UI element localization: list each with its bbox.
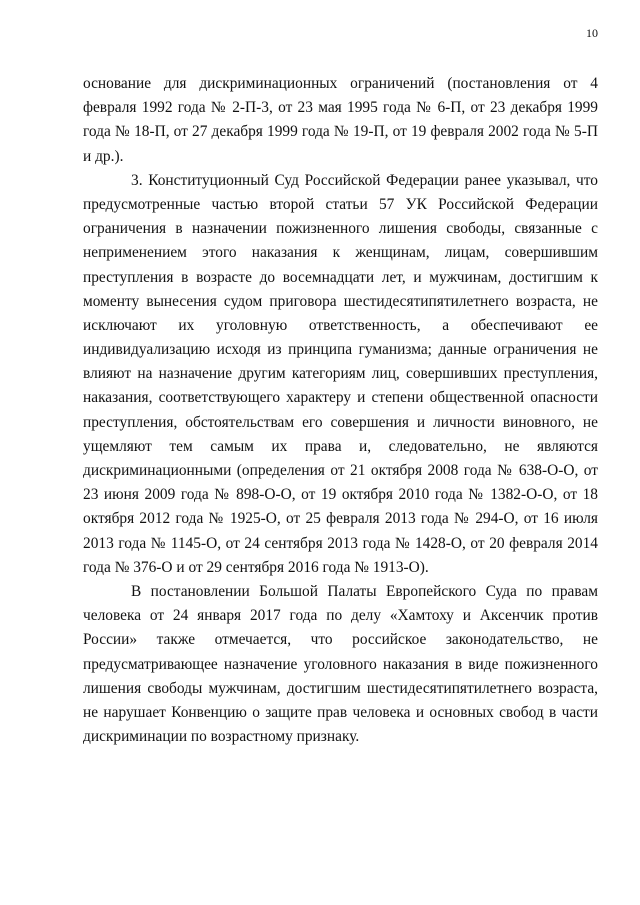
text-line: индивидуализацию исходя из принципа гуманизма; данные ограничения не [83, 341, 598, 359]
text-line: предусматривающее назначение уголовного наказания в виде пожизненного [83, 655, 598, 673]
text-line: и др.). [83, 147, 124, 165]
document-body [83, 72, 598, 749]
text-line: 3. Конституционный Суд Российской Федерации ранее указывал, что [131, 171, 598, 189]
text-line: наказания, соответствующего характеру и степени общественной опасности [83, 389, 598, 407]
text-line: 2013 года № 1145-О, от 24 сентября 2013 года № 1428-О, от 20 февраля 2014 [83, 534, 598, 552]
text-line: В постановлении Большой Палаты Европейского Суда по правам [131, 582, 598, 600]
text-line: неприменением этого наказания к женщинам, лицам, совершившим [83, 244, 598, 262]
text-line: предусмотренные частью второй статьи 57 УК Российской Федерации [83, 195, 598, 213]
text-line: исключают их уголовную ответственность, а обеспечивают ее [83, 316, 598, 334]
paragraph [83, 580, 598, 749]
text-line: года № 18-П, от 27 декабря 1999 года № 19-П, от 19 февраля 2002 года № 5-П [83, 123, 598, 141]
text-line: России» также отмечается, что российское законодательство, не [83, 631, 598, 649]
text-line: моменту вынесения судом приговора шестидесятипятилетнего возраста, не [83, 292, 598, 310]
text-line: преступления, обстоятельствам его совершения и личности виновного, не [83, 413, 598, 431]
paragraph [83, 169, 598, 580]
text-line: ущемляют тем самым их права и, следовательно, не являются [83, 437, 598, 455]
text-line: основание для дискриминационных ограничений (постановления от 4 [83, 75, 598, 92]
text-line: года № 376-О и от 29 сентября 2016 года № 1913-О). [83, 558, 429, 576]
text-line: ограничения в назначении пожизненного лишения свободы, связанные с [83, 220, 598, 238]
paragraph [83, 72, 598, 169]
text-line: октября 2012 года № 1925-О, от 25 февраля 2013 года № 294-О, от 16 июля [83, 510, 598, 528]
text-line: человека от 24 января 2017 года по делу «Хамтоху и Аксенчик против [83, 607, 598, 625]
text-line: февраля 1992 года № 2-П-3, от 23 мая 1995 года № 6-П, от 23 декабря 1999 [83, 99, 598, 117]
text-line: дискриминации по возрастному признаку. [83, 728, 360, 746]
text-line: 23 июня 2009 года № 898-О-О, от 19 октября 2010 года № 1382-О-О, от 18 [83, 486, 598, 504]
text-line: не нарушает Конвенцию о защите прав человека и основных свобод в части [83, 703, 598, 721]
page-number: 10 [586, 26, 598, 40]
text-line: влияют на назначение другим категориям лиц, совершивших преступления, [83, 365, 598, 383]
text-line: дискриминационными (определения от 21 октября 2008 года № 638-О-О, от [83, 462, 598, 479]
text-line: лишения свободы мужчинам, достигшим шестидесятипятилетнего возраста, [83, 679, 598, 697]
text-line: преступления в возрасте до восемнадцати лет, и мужчинам, достигшим к [83, 268, 598, 286]
